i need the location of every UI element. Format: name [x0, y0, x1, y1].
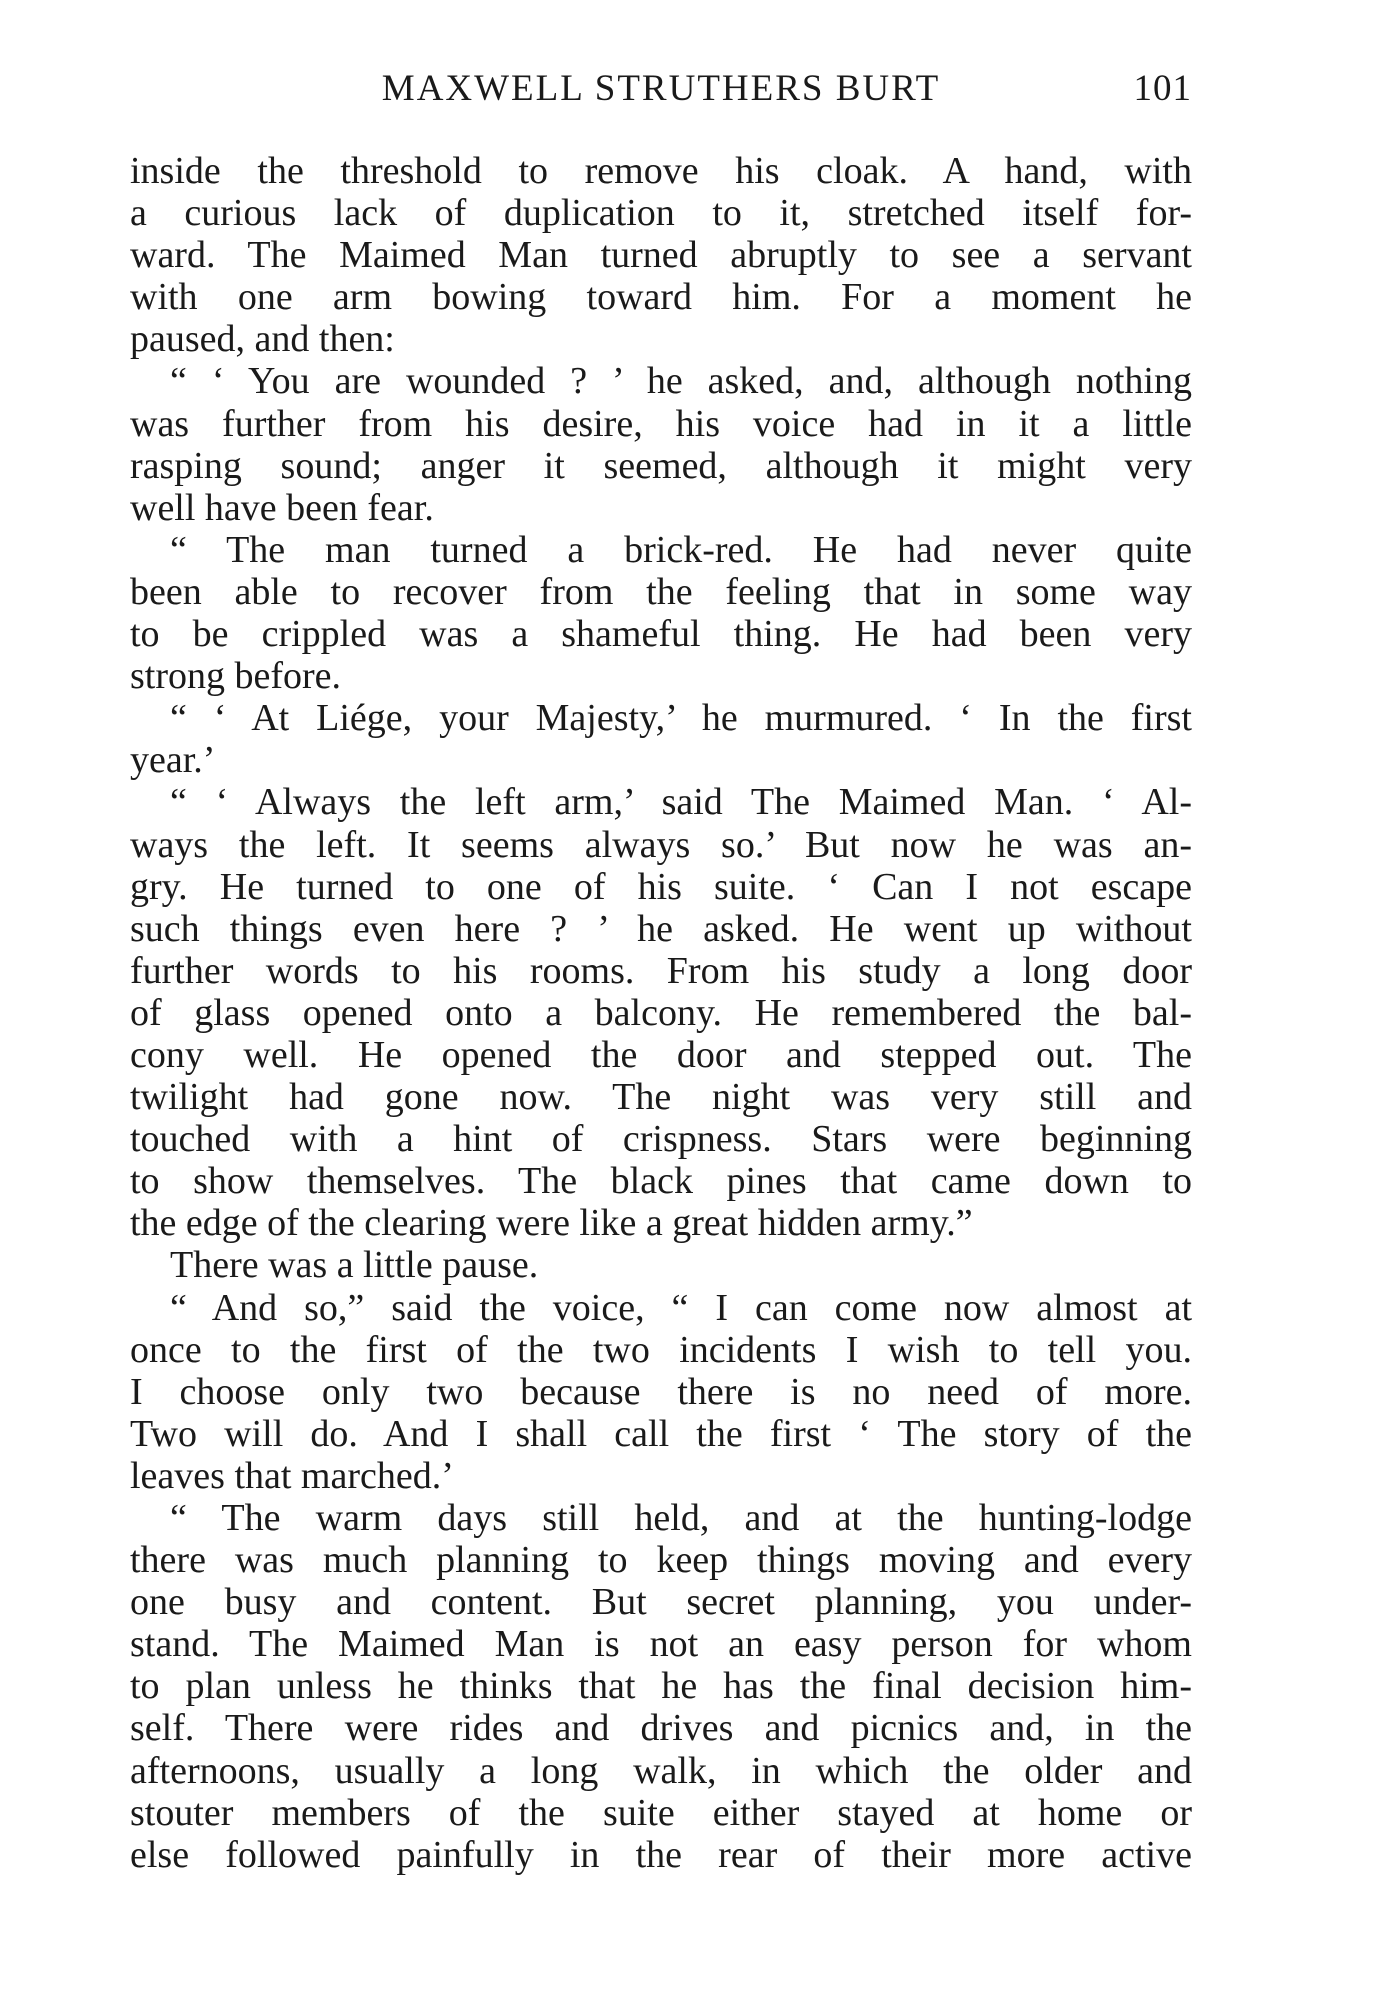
- text-line: the edge of the clearing were like a great hidden army.”: [130, 1202, 973, 1245]
- text-line: gry. He turned to one of his suite. ‘ Can I not escape: [130, 865, 1192, 908]
- text-line: ward. The Maimed Man turned abruptly to see a servant: [130, 234, 1192, 277]
- text-line: “ The man turned a brick-red. He had never quite: [170, 528, 1192, 571]
- text-line: touched with a hint of crispness. Stars were beginning: [130, 1118, 1192, 1161]
- text-line: stouter members of the suite either stayed at home or: [130, 1791, 1192, 1834]
- text-line: twilight had gone now. The night was very still and: [130, 1076, 1192, 1119]
- text-line: I choose only two because there is no need of more.: [130, 1370, 1192, 1413]
- running-head: [130, 64, 1192, 114]
- text-line: ways the left. It seems always so.’ But now he was an-: [130, 823, 1192, 866]
- text-line: to be crippled was a shameful thing. He had been very: [130, 613, 1192, 656]
- text-line: to plan unless he thinks that he has the final decision him-: [130, 1665, 1192, 1708]
- text-line: stand. The Maimed Man is not an easy person for whom: [130, 1623, 1192, 1666]
- text-line: a curious lack of duplication to it, stretched itself for-: [130, 192, 1192, 235]
- text-line: inside the threshold to remove his cloak. A hand, with: [130, 150, 1192, 192]
- text-line: There was a little pause.: [170, 1244, 539, 1287]
- text-line: “ ‘ At Liége, your Majesty,’ he murmured. ‘ In the first: [170, 697, 1192, 740]
- text-line: Two will do. And I shall call the first ‘ The story of the: [130, 1412, 1192, 1455]
- text-line: else followed painfully in the rear of their more active: [130, 1833, 1192, 1876]
- text-line: such things even here ? ’ he asked. He went up without: [130, 907, 1192, 950]
- text-line: one busy and content. But secret planning, you under-: [130, 1581, 1192, 1624]
- text-line: cony well. He opened the door and stepped out. The: [130, 1033, 1192, 1076]
- text-line: was further from his desire, his voice had in it a little: [130, 402, 1192, 445]
- text-line: “ ‘ Always the left arm,’ said The Maimed Man. ‘ Al-: [170, 781, 1192, 824]
- text-line: leaves that marched.’: [130, 1454, 454, 1497]
- text-line: there was much planning to keep things moving and every: [130, 1539, 1192, 1582]
- text-line: paused, and then:: [130, 318, 395, 361]
- text-line: afternoons, usually a long walk, in which the older and: [130, 1749, 1192, 1792]
- text-line: once to the first of the two incidents I wish to tell you.: [130, 1328, 1192, 1371]
- text-line: “ ‘ You are wounded ? ’ he asked, and, although nothing: [170, 360, 1192, 403]
- text-line: with one arm bowing toward him. For a moment he: [130, 276, 1192, 319]
- page-number: 101: [1133, 68, 1192, 109]
- body-text: [130, 150, 1192, 1876]
- text-line: strong before.: [130, 655, 342, 698]
- text-line: well have been fear.: [130, 486, 434, 529]
- text-line: “ And so,” said the voice, “ I can come now almost at: [170, 1286, 1192, 1329]
- text-line: “ The warm days still held, and at the hunting-lodge: [170, 1497, 1192, 1539]
- text-line: further words to his rooms. From his study a long door: [130, 949, 1192, 992]
- text-line: year.’: [130, 739, 216, 782]
- text-line: rasping sound; anger it seemed, although it might very: [130, 444, 1192, 487]
- text-line: to show themselves. The black pines that came down to: [130, 1160, 1192, 1203]
- text-line: of glass opened onto a balcony. He remembered the bal-: [130, 991, 1192, 1034]
- text-line: been able to recover from the feeling that in some way: [130, 570, 1192, 613]
- running-title: MAXWELL STRUTHERS BURT: [381, 68, 941, 109]
- text-line: self. There were rides and drives and picnics and, in the: [130, 1707, 1192, 1750]
